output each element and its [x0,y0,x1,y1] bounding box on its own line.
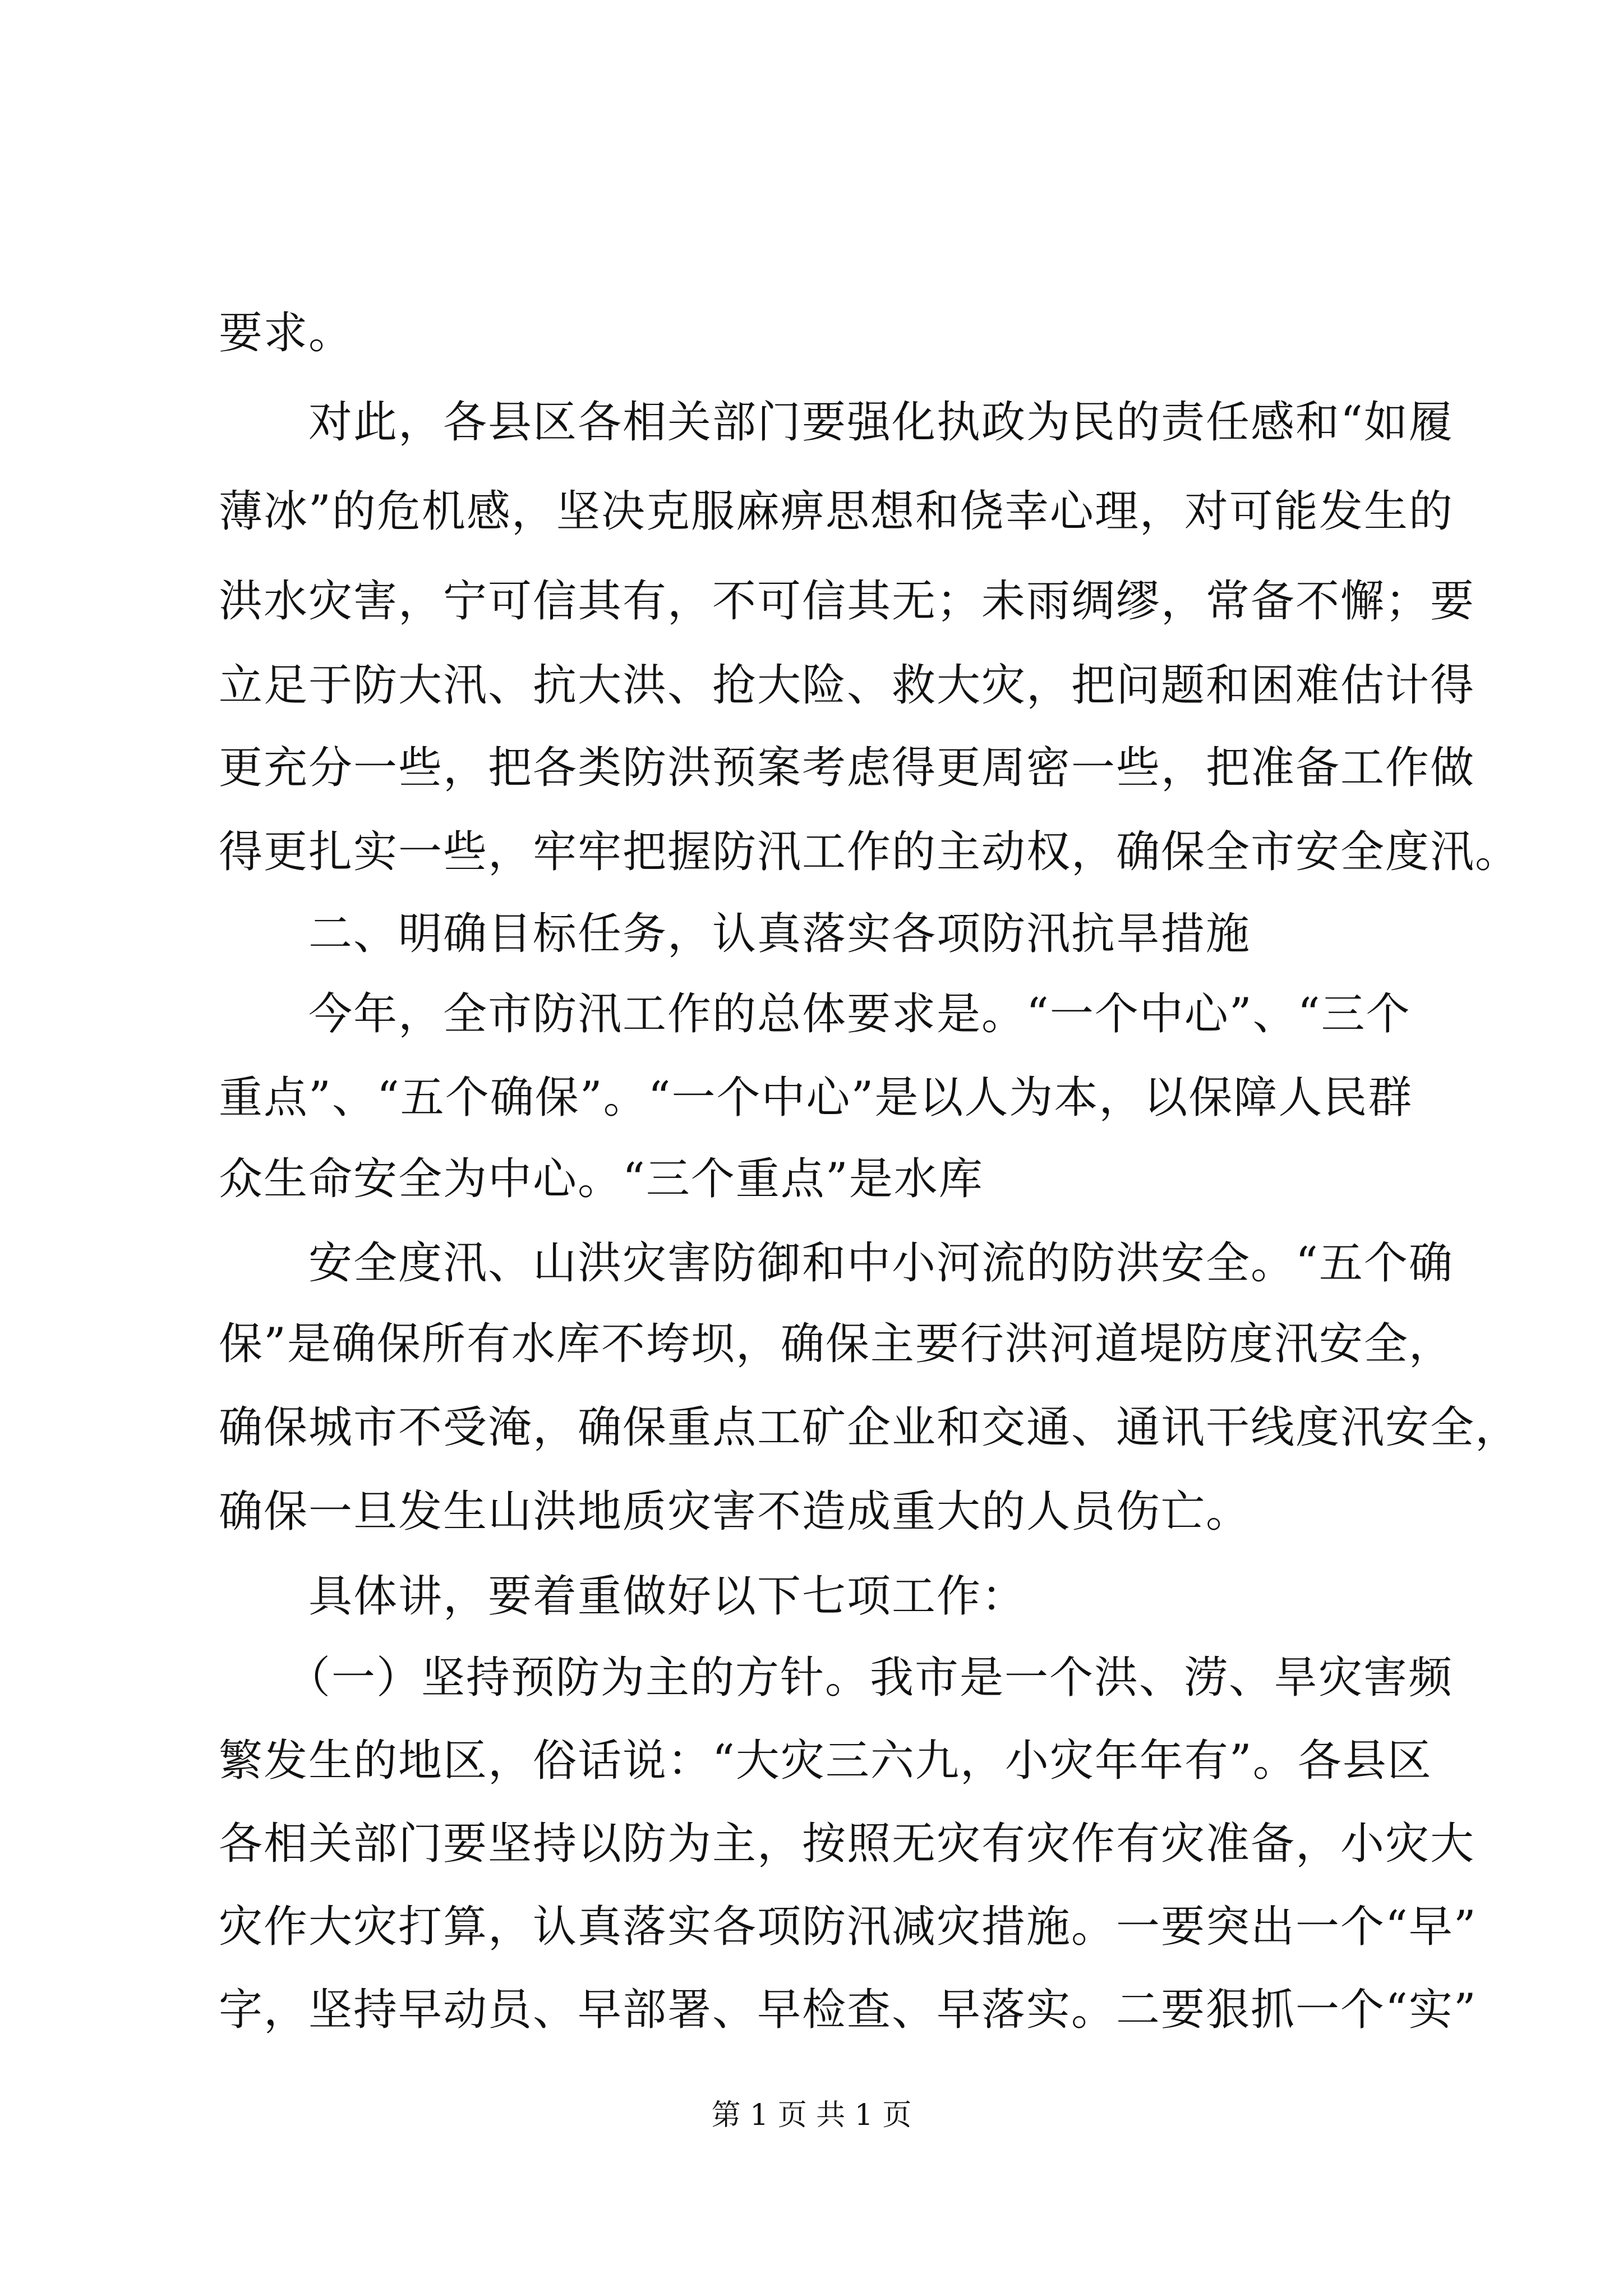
text-line-12: 安全度汛、山洪灾害防御和中小河流的防洪安全。“五个确 [219,1238,1454,1289]
text-line-19: 各相关部门要坚持以防为主，按照无灾有灾作有灾准备，小灾大 [219,1819,1476,1869]
text-line-5: 立足于防大汛、抗大洪、抢大险、救大灾，把问题和困难估计得 [219,660,1476,711]
text-line-20: 灾作大灾打算，认真落实各项防汛减灾措施。一要突出一个“早” [219,1902,1477,1952]
text-line-4: 洪水灾害，宁可信其有，不可信其无；未雨绸缪，常备不懈；要 [219,576,1476,627]
text-line-14: 确保城市不受淹，确保重点工矿企业和交通、通讯干线度汛安全， [219,1402,1520,1453]
text-line-11: 众生命安全为中心。“三个重点”是水库 [219,1154,984,1204]
text-line-6: 更充分一些，把各类防洪预案考虑得更周密一些，把准备工作做 [219,743,1476,793]
text-line-13: 保”是确保所有水库不垮坝，确保主要行洪河道堤防度汛安全， [219,1319,1454,1369]
text-line-10: 重点”、“五个确保”。“一个中心”是以人为本，以保障人民群 [219,1073,1413,1123]
text-line-2: 对此，各县区各相关部门要强化执政为民的责任感和“如履 [219,397,1454,448]
text-line-15: 确保一旦发生山洪地质灾害不造成重大的人员伤亡。 [219,1487,1251,1537]
text-line-1: 要求。 [219,308,354,358]
text-line-7: 得更扎实一些，牢牢把握防汛工作的主动权，确保全市安全度汛。 [219,827,1520,877]
page-number-footer: 第 1 页 共 1 页 [711,2099,912,2132]
text-line-21: 字，坚持早动员、早部署、早检查、早落实。二要狠抓一个“实” [219,1985,1477,2035]
section-heading: 二、明确目标任务，认真落实各项防汛抗旱措施 [219,909,1251,959]
text-line-17: （一）坚持预防为主的方针。我市是一个洪、涝、旱灾害频 [219,1653,1454,1703]
text-line-9: 今年，全市防汛工作的总体要求是。“一个中心”、“三个 [219,989,1411,1039]
text-line-18: 繁发生的地区，俗话说：“大灾三六九，小灾年年有”。各县区 [219,1736,1432,1786]
text-line-3: 薄冰”的危机感，坚决克服麻痹思想和侥幸心理，对可能发生的 [219,486,1454,537]
text-line-16: 具体讲，要着重做好以下七项工作： [219,1571,1027,1622]
